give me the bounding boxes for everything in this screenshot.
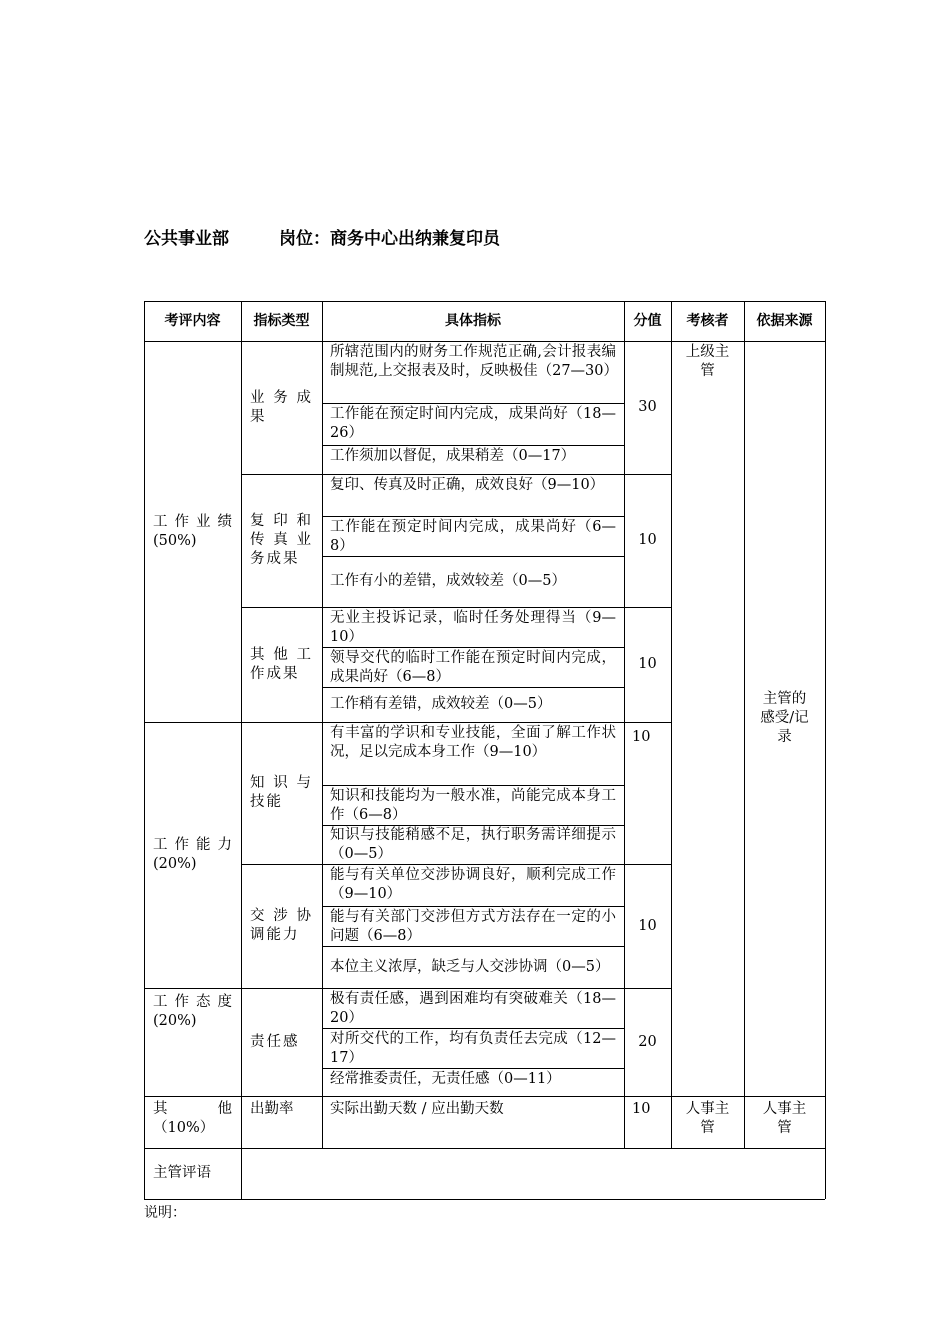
comment-field (241, 1148, 825, 1199)
indicator-text: 工作能在预定时间内完成，成果尚好（18—26） (330, 406, 616, 441)
score-value: 20 (638, 1033, 657, 1050)
indicator-text: 对所交代的工作，均有负责任去完成（12—17） (330, 1031, 616, 1066)
indicator-text: 复印、传真及时正确，成效良好（9—10） (330, 477, 605, 493)
source-hr: 人事主管 (762, 1101, 807, 1136)
indicator-text: 领导交代的临时工作能在预定时间内完成，成果尚好（6—8） (330, 650, 616, 685)
score-value: 10 (638, 532, 657, 548)
indicator-type: 其他工作成果 (250, 646, 313, 682)
note-label: 说明： (144, 1205, 186, 1221)
department-name: 公共事业部 (144, 229, 229, 249)
score-value: 10 (638, 917, 657, 934)
position-title: 岗位：商务中心出纳兼复印员 (279, 229, 500, 249)
header-specific-indicator: 具体指标 (445, 312, 501, 329)
score-value: 10 (632, 1101, 651, 1117)
indicator-text: 能与有关部门交涉但方式方法存在一定的小问题（6—8） (330, 909, 616, 944)
header-reviewer: 考核者 (686, 312, 729, 329)
indicator-text: 工作有小的差错，成效较差（0—5） (330, 573, 566, 589)
indicator-type: 复印和传真业务成果 (250, 513, 313, 567)
reviewer-hr: 人事主管 (685, 1101, 730, 1136)
indicator-text: 工作须加以督促，成果稍差（0—17） (330, 448, 576, 464)
header-source: 依据来源 (756, 312, 813, 329)
indicator-text: 知识和技能均为一般水准，尚能完成本身工作（6—8） (330, 788, 616, 823)
indicator-type: 业务成果 (250, 389, 313, 425)
indicator-type: 出勤率 (250, 1101, 294, 1117)
score-value: 10 (632, 729, 651, 745)
indicator-text: 实际出勤天数 / 应出勤天数 (330, 1101, 504, 1117)
indicator-text: 本位主义浓厚，缺乏与人交涉协调（0—5） (330, 958, 610, 975)
source-main: 主管的感受/记录 (760, 691, 809, 745)
header-indicator-type: 指标类型 (253, 312, 310, 329)
indicator-text: 能与有关单位交涉协调良好，顺利完成工作（9—10） (330, 867, 616, 902)
indicator-type: 知识与技能 (250, 775, 313, 810)
indicator-text: 工作能在预定时间内完成，成果尚好（6—8） (330, 519, 616, 554)
category-label: 工作业绩 (50%) (153, 513, 232, 549)
indicator-text: 经常推委责任，无责任感（0—11） (330, 1071, 561, 1087)
comment-label: 主管评语 (153, 1165, 211, 1181)
indicator-text: 有丰富的学识和专业技能，全面了解工作状况，足以完成本身工作（9—10） (330, 725, 616, 760)
indicator-type: 责任感 (250, 1033, 300, 1050)
category-label: 其 他 （10%） (153, 1101, 232, 1136)
header-score: 分值 (633, 312, 662, 329)
indicator-text: 知识与技能稍感不足，执行职务需详细提示（0—5） (330, 826, 616, 862)
indicator-type: 交涉协调能力 (250, 908, 313, 943)
reviewer-main: 上级主管 (685, 344, 730, 379)
score-value: 30 (638, 399, 657, 415)
page-heading (144, 224, 500, 249)
indicator-text: 所辖范围内的财务工作规范正确,会计报表编制规范,上交报表及时，反映极佳（27—30） (330, 344, 619, 379)
indicator-text: 无业主投诉记录，临时任务处理得当（9—10） (330, 610, 616, 645)
category-label: 工作能力 (20%) (153, 837, 232, 872)
indicator-text: 工作稍有差错，成效较差（0—5） (330, 696, 552, 712)
category-label: 工作态度 (20%) (153, 994, 232, 1029)
score-value: 10 (638, 656, 657, 672)
header-evaluation-content: 考评内容 (164, 312, 221, 329)
indicator-text: 极有责任感，遇到困难均有突破难关（18—20） (330, 991, 616, 1026)
